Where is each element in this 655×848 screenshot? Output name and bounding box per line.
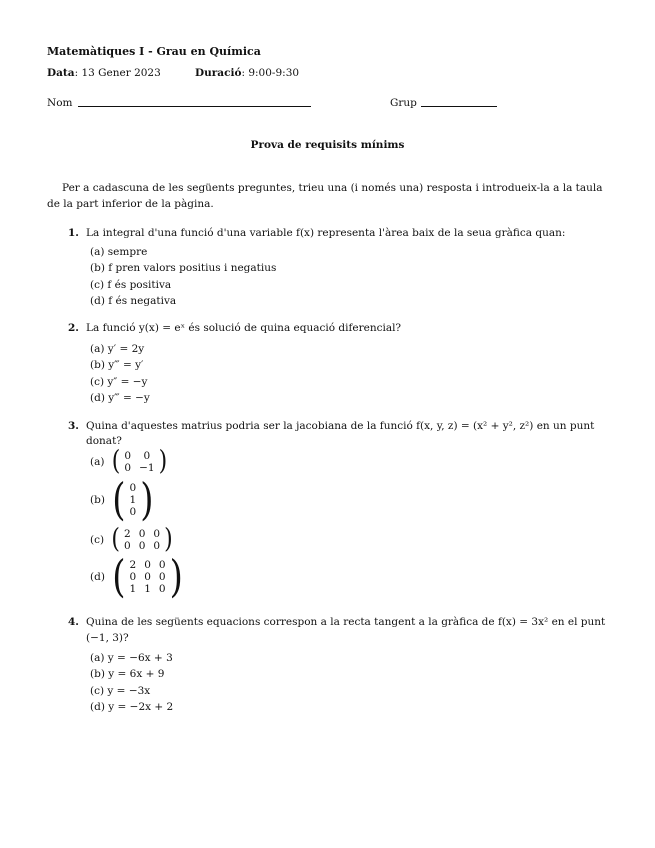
question-1-option-a[interactable]: (a) sempre xyxy=(90,246,148,258)
question-3-text-line-1: Quina d'aquestes matrius podria ser la jacobiana de la funció f(x, y, z) = (x² + y², z²) en un punt xyxy=(86,420,595,432)
question-1-text: La integral d'una funció d'una variable f(x) representa l'àrea baix de la seua gràfica quan: xyxy=(86,227,566,239)
question-3-option-b-label: (b) xyxy=(90,494,105,506)
name-label: Nom xyxy=(47,97,73,109)
question-4-option-c[interactable]: (c) y = −3x xyxy=(90,685,151,697)
question-4-text-line-1: Quina de les següents equacions correspon a la recta tangent a la gràfica de f(x) = 3x² en el punt xyxy=(86,616,606,628)
question-3-option-a-label: (a) xyxy=(90,456,105,468)
matrix-c: ( 2 0 0 0 0 0 ) xyxy=(111,523,173,555)
question-4-number: 4. xyxy=(68,616,79,628)
question-2-text: La funció y(x) = eˣ és solució de quina equació diferencial? xyxy=(86,322,402,334)
question-2-option-a[interactable]: (a) y′ = 2y xyxy=(90,343,145,355)
course-title: Matemàtiques I - Grau en Química xyxy=(47,45,261,58)
question-4-option-b[interactable]: (b) y = 6x + 9 xyxy=(90,668,165,680)
question-2-number: 2. xyxy=(68,322,79,334)
question-2-option-c[interactable]: (c) y″ = −y xyxy=(90,376,148,388)
page-title: Prova de requisits mínims xyxy=(250,139,405,151)
matrix-d: ( 2 0 0 0 0 0 1 1 0 ) xyxy=(112,551,183,603)
question-3-option-d-label: (d) xyxy=(90,571,105,583)
question-1-option-c[interactable]: (c) f és positiva xyxy=(90,279,172,291)
duration-value: : 9:00-9:30 xyxy=(241,67,300,79)
question-3-option-c-label: (c) xyxy=(90,534,105,546)
question-1-option-d[interactable]: (d) f és negativa xyxy=(90,295,177,307)
question-2-option-b[interactable]: (b) y‴ = y′ xyxy=(90,359,144,371)
question-4-text-line-2: (−1, 3)? xyxy=(86,632,129,644)
matrix-a: ( 0 0 0 −1 ) xyxy=(111,445,168,477)
exam-duration xyxy=(195,67,299,79)
group-label: Grup xyxy=(390,97,417,109)
question-3-option-a[interactable] xyxy=(90,445,168,477)
question-4-option-d[interactable]: (d) y = −2x + 2 xyxy=(90,701,174,713)
question-3-option-b[interactable] xyxy=(90,474,154,526)
question-2-option-d[interactable]: (d) y‴ = −y xyxy=(90,392,150,404)
question-1-number: 1. xyxy=(68,227,79,239)
question-3-option-d[interactable] xyxy=(90,551,183,603)
name-field[interactable] xyxy=(78,106,311,107)
question-4-option-a[interactable]: (a) y = −6x + 3 xyxy=(90,652,173,664)
question-3-number: 3. xyxy=(68,420,79,432)
exam-date xyxy=(47,67,161,79)
date-value: : 13 Gener 2023 xyxy=(74,67,161,79)
date-label: Data xyxy=(47,67,75,79)
intro-line-1: Per a cadascuna de les següents preguntes, trieu una (i només una) resposta i introdueix-la a la taula xyxy=(62,182,603,194)
intro-line-2: de la part inferior de la pàgina. xyxy=(47,198,214,210)
question-3-option-c[interactable] xyxy=(90,523,173,555)
duration-label: Duració xyxy=(195,67,242,79)
question-3-text-line-2: donat? xyxy=(86,435,122,447)
group-field[interactable] xyxy=(421,106,497,107)
question-1-option-b[interactable]: (b) f pren valors positius i negatius xyxy=(90,262,277,274)
matrix-b: ( 0 1 0 ) xyxy=(112,474,154,526)
